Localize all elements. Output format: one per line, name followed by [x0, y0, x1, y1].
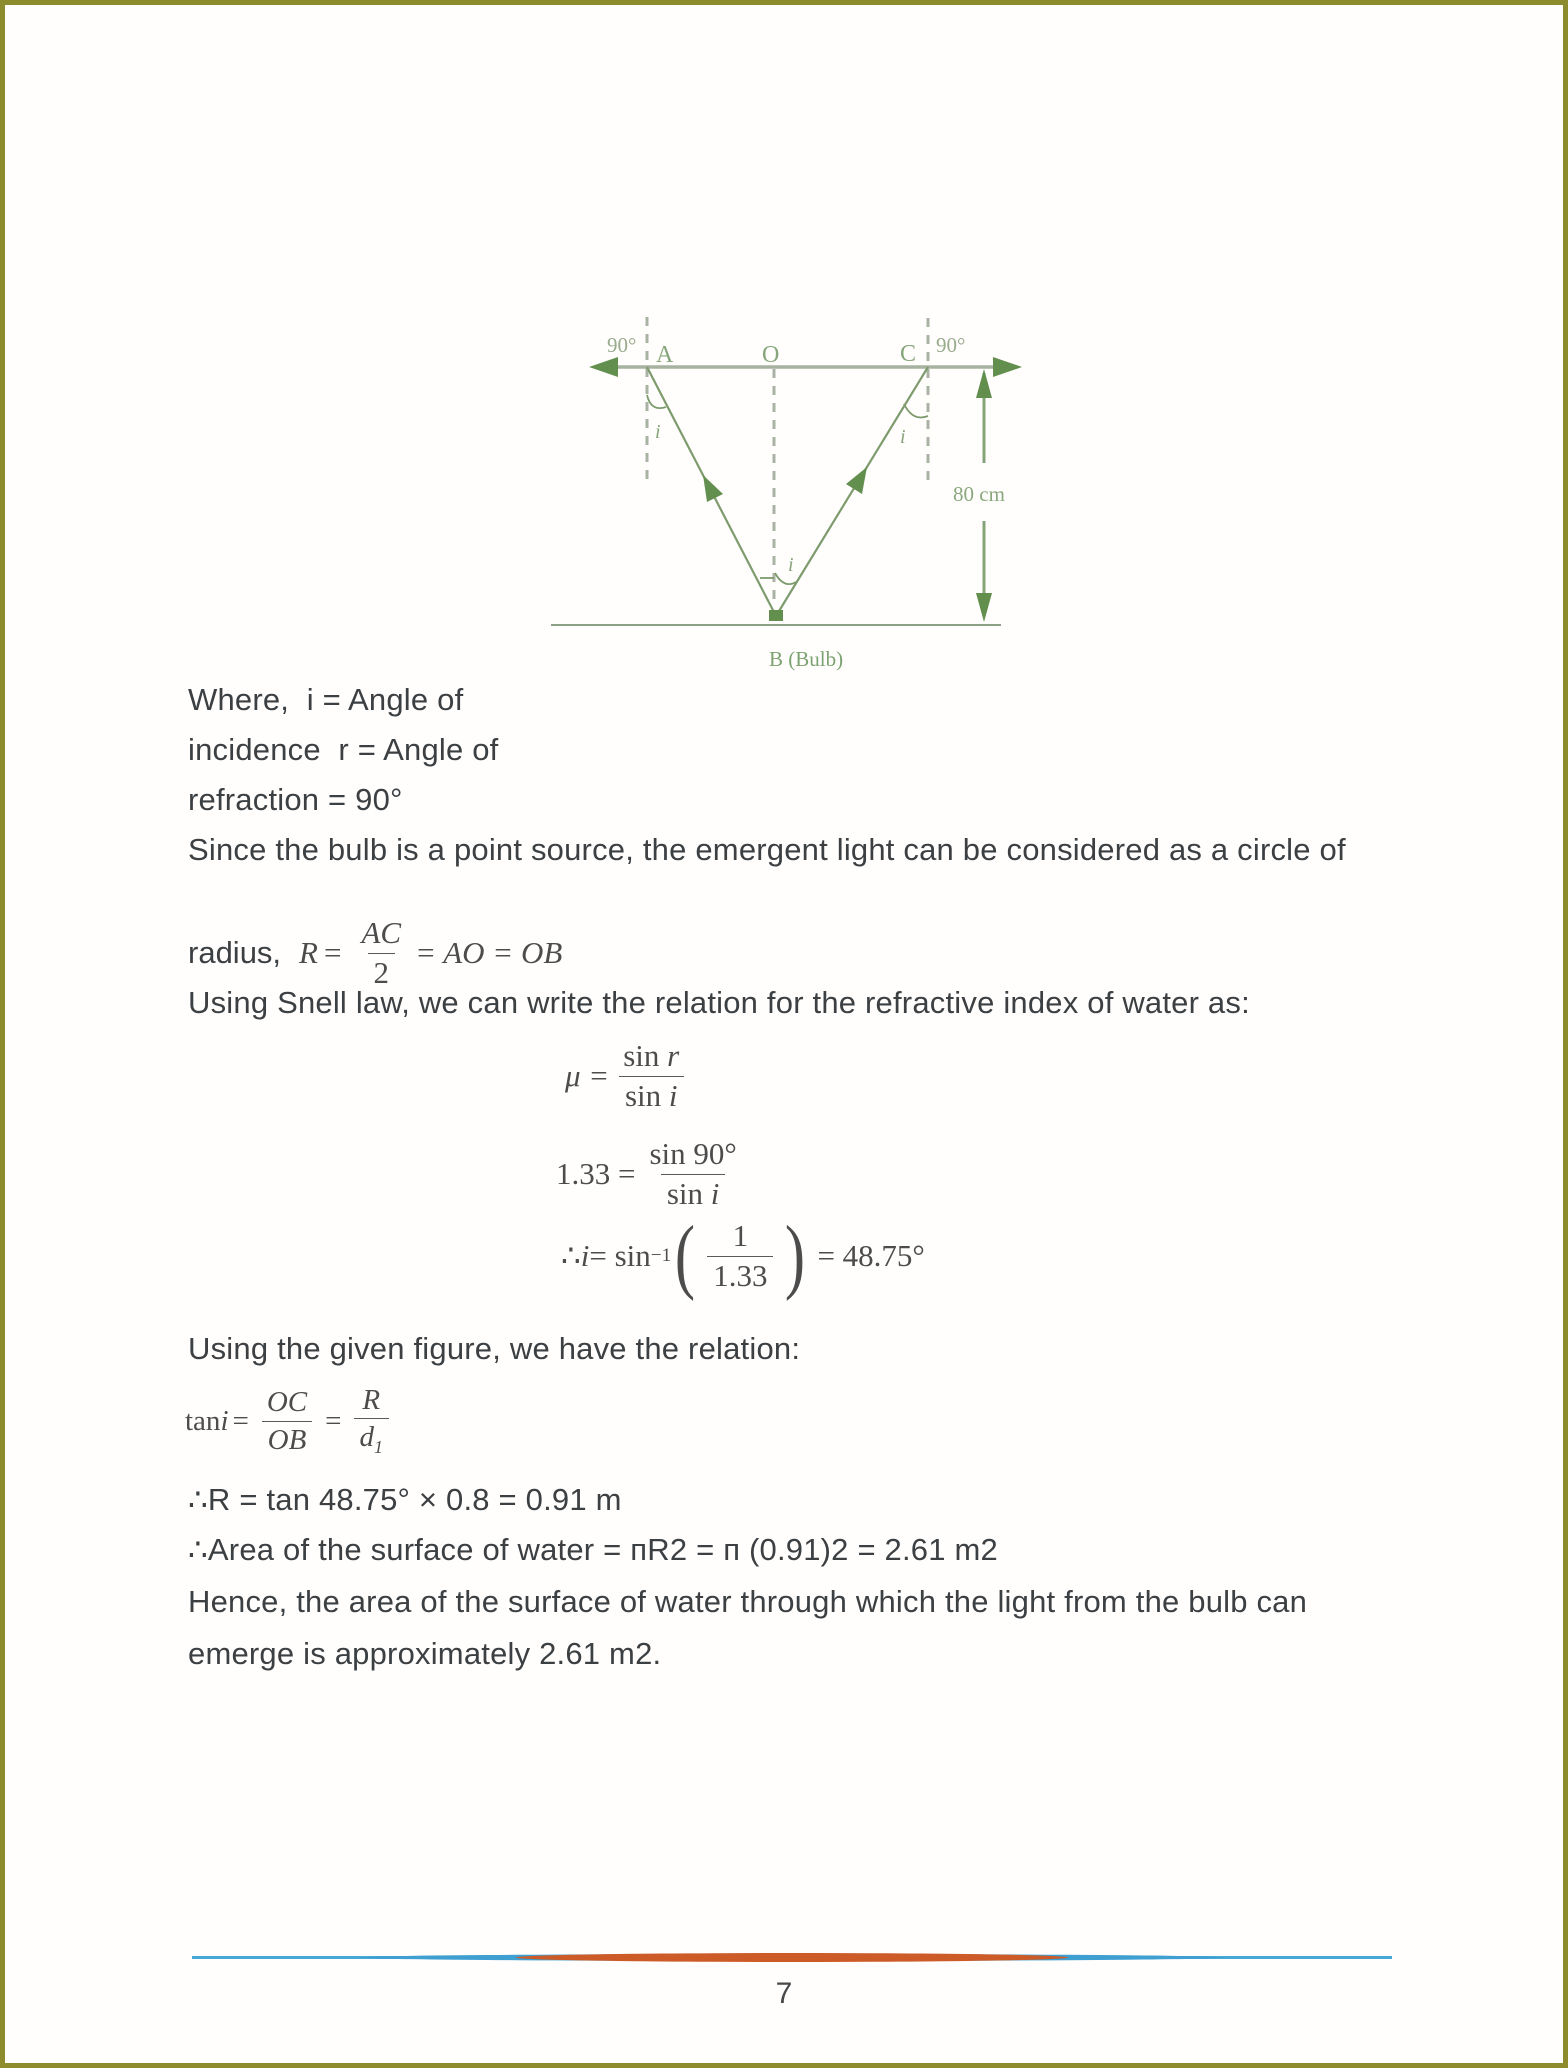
- radius-rhs: = AO = OB: [415, 935, 563, 970]
- text-figure-line: Using the given figure, we have the relation:: [188, 1331, 801, 1366]
- equation-critical-angle: [561, 1209, 925, 1303]
- footer-divider: [192, 1951, 1392, 1963]
- radius-denominator: 2: [368, 953, 396, 990]
- close-paren: ): [785, 1209, 806, 1303]
- mu-numerator: sin r: [623, 1037, 680, 1073]
- text-r-result: ∴R = tan 48.75° × 0.8 = 0.91 m: [188, 1482, 622, 1517]
- label-i-at-b: i: [788, 554, 794, 576]
- label-i-at-c: i: [900, 426, 906, 448]
- label-point-a: A: [656, 342, 674, 368]
- tan-equals: =: [232, 1404, 249, 1437]
- text-hence-line1: Hence, the area of the surface of water through which the light from the bulb can: [188, 1584, 1308, 1619]
- ray-arrow-ba-icon: [703, 475, 723, 502]
- snell-denominator: sin i: [661, 1174, 726, 1211]
- equation-snell-value: [556, 1129, 751, 1219]
- open-paren: (: [675, 1209, 696, 1303]
- tan-fraction1: [261, 1387, 313, 1455]
- text-hence-line2: emerge is approximately 2.61 m2.: [188, 1636, 662, 1671]
- snell-numerator: sin 90°: [649, 1135, 737, 1171]
- tan-fraction2: [354, 1385, 389, 1457]
- label-point-c: C: [900, 341, 917, 367]
- critical-exponent: −1: [650, 1245, 672, 1266]
- critical-denominator: 1.33: [707, 1256, 773, 1293]
- snell-fraction: [643, 1135, 742, 1211]
- ray-arrow-bc-icon: [846, 467, 867, 494]
- tan-f2-denominator: $d_1$: [354, 1418, 389, 1457]
- text-where-line1: Where, i = Angle of: [188, 682, 464, 717]
- label-bulb: B (Bulb): [769, 647, 844, 671]
- depth-arrow-up-icon: [976, 369, 992, 398]
- text-where-line2: incidence r = Angle of: [188, 732, 499, 767]
- label-90-left: 90°: [607, 333, 637, 357]
- depth-arrow-down-icon: [976, 593, 992, 622]
- angle-arc-c: [904, 404, 928, 418]
- critical-fraction: [707, 1217, 773, 1293]
- divider-orange-lens: [516, 1953, 1068, 1962]
- surface-arrow-left-icon: [589, 357, 618, 377]
- tan-f1-denominator: OB: [262, 1421, 313, 1455]
- tan-var: i: [220, 1404, 229, 1437]
- tan-f2-numerator: R: [362, 1383, 381, 1416]
- radius-equals: =: [323, 935, 342, 970]
- critical-rhs: = 48.75°: [817, 1238, 925, 1273]
- page-number: 7: [775, 1977, 793, 2010]
- radius-label: radius,: [188, 935, 282, 970]
- radius-numerator: AC: [361, 914, 402, 950]
- bulb-point: [769, 610, 783, 621]
- mu-fraction: [617, 1037, 685, 1113]
- radius-fraction: [355, 914, 407, 990]
- label-i-at-a: i: [655, 421, 661, 443]
- snell-lhs: 1.33 =: [556, 1156, 636, 1191]
- text-snell-line: Using Snell law, we can write the relation for the refractive index of water as:: [188, 985, 1250, 1020]
- mu-denominator: sin i: [619, 1076, 684, 1113]
- tan-equals2: =: [325, 1404, 342, 1437]
- text-area-result: ∴Area of the surface of water = пR2 = п (0.91)2 = 2.61 m2: [188, 1532, 998, 1567]
- tan-f1-numerator: OC: [266, 1386, 308, 1419]
- critical-numerator: 1: [732, 1217, 749, 1253]
- equation-tan: [185, 1373, 397, 1469]
- radius-var: R: [299, 935, 318, 970]
- mu-lhs: μ =: [565, 1058, 610, 1093]
- label-90-right: 90°: [936, 333, 966, 357]
- label-depth: 80 cm: [953, 482, 1005, 506]
- ray-b-to-c: [776, 367, 928, 616]
- text-since-line: Since the bulb is a point source, the emergent light can be considered as a circle of: [188, 832, 1346, 867]
- text-where-line3: refraction = 90°: [188, 782, 403, 817]
- therefore-symbol: ∴: [561, 1238, 581, 1273]
- tan-fn: tan: [185, 1404, 221, 1437]
- equation-mu: [565, 1033, 693, 1119]
- label-point-o: O: [762, 342, 780, 368]
- critical-var: i: [580, 1238, 590, 1273]
- surface-arrow-right-icon: [993, 357, 1022, 377]
- critical-mid: = sin: [589, 1238, 651, 1273]
- refraction-diagram: [545, 295, 1045, 685]
